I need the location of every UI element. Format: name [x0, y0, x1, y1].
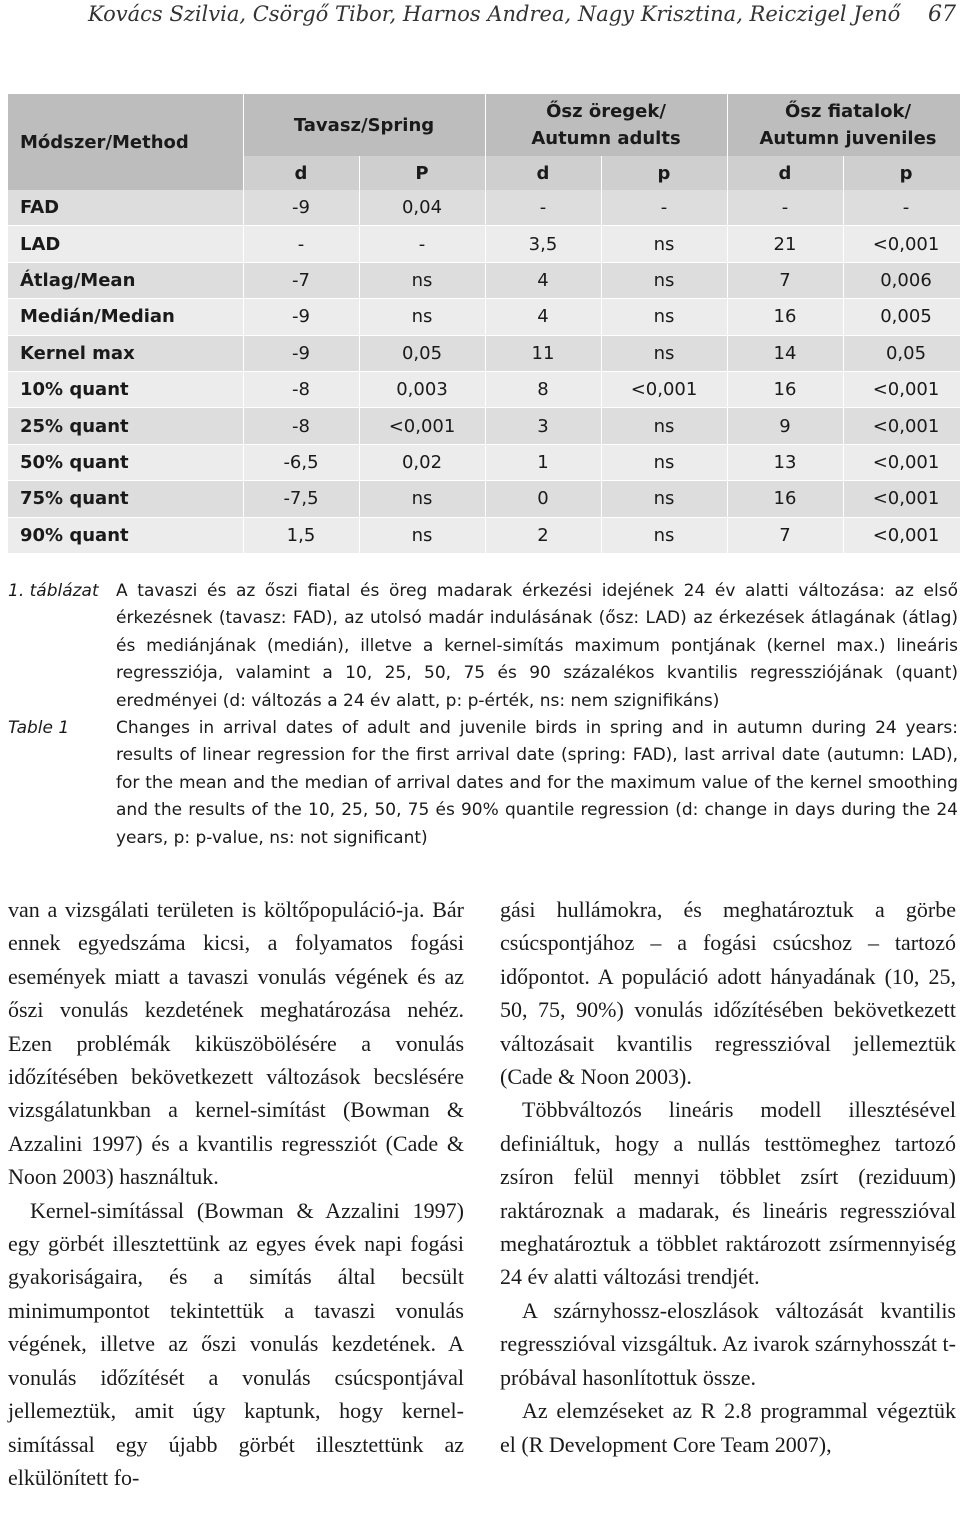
table-cell: 21: [727, 226, 843, 262]
table-row: [8, 335, 960, 371]
subheader-spring-p: P: [359, 156, 485, 190]
table-row: [8, 517, 960, 553]
table-cell: -: [727, 190, 843, 226]
table-cell: 3: [485, 408, 601, 444]
body-paragraph: A szárnyhossz-eloszlások változását kvantilis regresszióval vizsgáltuk. Az ivarok szárnyhosszát t-próbával hasonlítottuk össze.: [500, 1297, 956, 1390]
table-cell: -: [601, 190, 727, 226]
table-cell: -9: [243, 335, 359, 371]
table-cell: 7: [727, 517, 843, 553]
caption-en-label: Table 1: [8, 718, 70, 739]
table-cell: -8: [243, 371, 359, 407]
subheader-juveniles-d: d: [727, 156, 843, 190]
table-cell: -7: [243, 262, 359, 298]
table-cell: 0: [485, 481, 601, 517]
body-paragraph: Az elemzéseket az R 2.8 programmal végeztük el (R Development Core Team 2007),: [500, 1398, 956, 1457]
row-label: Kernel max: [8, 335, 243, 371]
table-cell: -9: [243, 299, 359, 335]
table-cell: ns: [601, 335, 727, 371]
table-cell: <0,001: [359, 408, 485, 444]
table-cell: 0,04: [359, 190, 485, 226]
subheader-adults-d: d: [485, 156, 601, 190]
body-paragraph: van a vizsgálati területen is költőpopuláció-ja. Bár ennek egyedszáma kicsi, a folyamatos fogási események miatt a tavaszi vonulás végének és az őszi vonulás kezdetének meghatározása nehéz. Ezen problémák kiküszöbölésére a vonulás időzítésében bekövetkezett változások becslésére vizsgálatunkban a kernel-simítást (Bowman & Azzalini 1997) és a kvantilis regressziót (Cade & Noon 2003) használtuk.: [8, 897, 464, 1190]
body-paragraph: Kernel-simítással (Bowman & Azzalini 1997) egy görbét illesztettünk az egyes évek napi fogási gyakoriságaira, és a simítás által becsült minimumpontot tekintettük a tavaszi vonulás végének, illetve az őszi vonulás kezdetének. A vonulás időzítését a vonulás csúcspontjával jellemeztük, amit úgy kaptunk, hogy kernel-simítással egy újabb görbét illesztettünk az elkülönített fo-: [8, 1197, 464, 1490]
table-caption: [8, 578, 958, 852]
table-cell: -7,5: [243, 481, 359, 517]
table-row: [8, 481, 960, 517]
table-row: [8, 262, 960, 298]
row-label: Medián/Median: [8, 299, 243, 335]
table-cell: 3,5: [485, 226, 601, 262]
table-cell: ns: [359, 299, 485, 335]
table-row: [8, 371, 960, 407]
table-cell: ns: [601, 299, 727, 335]
table-cell: <0,001: [843, 371, 960, 407]
table-cell: 16: [727, 481, 843, 517]
table-row: [8, 299, 960, 335]
table-cell: -: [485, 190, 601, 226]
table-cell: 7: [727, 262, 843, 298]
subheader-spring-d: d: [243, 156, 359, 190]
page-number: 67: [928, 2, 956, 27]
group-header-autumn-adults-text: Ősz öregek/ Autumn adults: [531, 101, 681, 149]
table-cell: 1,5: [243, 517, 359, 553]
caption-hu-label: 1. táblázat: [8, 581, 99, 601]
table-cell: ns: [601, 517, 727, 553]
group-header-autumn-juveniles-text: Ősz fiatalok/ Autumn juveniles: [759, 101, 937, 149]
table-cell: 1: [485, 444, 601, 480]
table-cell: ns: [601, 481, 727, 517]
results-table: [8, 94, 960, 554]
table-cell: 2: [485, 517, 601, 553]
table-cell: ns: [601, 262, 727, 298]
table-cell: 8: [485, 371, 601, 407]
table-cell: ns: [359, 517, 485, 553]
table-cell: 0,005: [843, 299, 960, 335]
table-cell: -: [359, 226, 485, 262]
table-cell: -: [243, 226, 359, 262]
table-cell: -9: [243, 190, 359, 226]
table-cell: 0,05: [359, 335, 485, 371]
running-head: [0, 0, 960, 40]
table-cell: 0,003: [359, 371, 485, 407]
body-paragraph: gási hullámokra, és meghatároztuk a görbe csúcspontjához – a fogási csúcshoz – tartozó időpontot. A populáció adott hányadának (10, 25, 50, 75, 90%) vonulás időzítésében bekövetkezett változásait kvantilis regresszióval jellemeztük (Cade & Noon 2003).: [500, 897, 956, 1090]
table-group-header-row: [8, 94, 960, 156]
group-header-autumn-juveniles: [727, 94, 960, 156]
table-row: [8, 408, 960, 444]
table-cell: 0,02: [359, 444, 485, 480]
body-column-right: [500, 893, 956, 1461]
table-cell: 16: [727, 299, 843, 335]
table-cell: <0,001: [843, 517, 960, 553]
table-row: [8, 444, 960, 480]
subheader-adults-p: p: [601, 156, 727, 190]
table-cell: 0,05: [843, 335, 960, 371]
caption-en-text: Changes in arrival dates of adult and juvenile birds in spring and in autumn during 24 years: results of linear regression for the first arrival date (spring: FAD), last arrival date (autumn: LAD), for the mean and the median of arrival dates and for the maximum value of the kernel smoothing and the results of the 10, 25, 50, 75 és 90% quantile regression (d: change in days during the 24 years, p: p-value, ns: not significant): [116, 718, 958, 848]
table-cell: <0,001: [843, 444, 960, 480]
table-cell: -8: [243, 408, 359, 444]
body-column-left: [8, 893, 464, 1494]
row-label: FAD: [8, 190, 243, 226]
table-cell: -: [843, 190, 960, 226]
row-label: 10% quant: [8, 371, 243, 407]
table-cell: ns: [601, 444, 727, 480]
running-head-authors: Kovács Szilvia, Csörgő Tibor, Harnos Andrea, Nagy Krisztina, Reiczigel Jenő: [88, 2, 901, 26]
caption-hungarian: [8, 578, 958, 715]
table-cell: <0,001: [843, 226, 960, 262]
table-row: [8, 226, 960, 262]
subheader-juveniles-p: p: [843, 156, 960, 190]
table-cell: ns: [359, 262, 485, 298]
group-header-autumn-adults: [485, 94, 727, 156]
table-cell: ns: [359, 481, 485, 517]
table-cell: 11: [485, 335, 601, 371]
table-cell: -6,5: [243, 444, 359, 480]
method-header: Módszer/Method: [8, 94, 243, 190]
table-cell: <0,001: [843, 481, 960, 517]
caption-hu-text: A tavaszi és az őszi fiatal és öreg madarak érkezési idejének 24 év alatti változása: az első érkezésnek (tavasz: FAD), az utolsó madár indulásának (ősz: LAD) az érkezések átlagának (átlag) és mediánjának (medián), illetve a kernel-simítás maximum pontjának (kernel max.) lineáris regressziója, valamint a 10, 25, 50, 75 és 90 százalékos kvantilis regressziójának (quant) eredményei (d: változás a 24 év alatt, p: p-érték, ns: nem szignifikáns): [116, 581, 958, 711]
table-cell: 4: [485, 262, 601, 298]
row-label: LAD: [8, 226, 243, 262]
table-cell: <0,001: [601, 371, 727, 407]
table-cell: 16: [727, 371, 843, 407]
row-label: Átlag/Mean: [8, 262, 243, 298]
table-body: [8, 190, 960, 553]
table-row: [8, 190, 960, 226]
table-cell: 9: [727, 408, 843, 444]
table-cell: ns: [601, 408, 727, 444]
row-label: 25% quant: [8, 408, 243, 444]
table-cell: 0,006: [843, 262, 960, 298]
row-label: 75% quant: [8, 481, 243, 517]
group-header-spring: Tavasz/Spring: [243, 94, 485, 156]
table-cell: 14: [727, 335, 843, 371]
row-label: 50% quant: [8, 444, 243, 480]
row-label: 90% quant: [8, 517, 243, 553]
caption-english: [8, 715, 958, 852]
table-cell: <0,001: [843, 408, 960, 444]
table-cell: 4: [485, 299, 601, 335]
table-cell: ns: [601, 226, 727, 262]
table-cell: 13: [727, 444, 843, 480]
body-paragraph: Többváltozós lineáris modell illesztésével definiáltuk, hogy a nullás testtömeghez tartozó zsíron felül mennyi többlet zsírt (reziduum) raktároznak a madarak, és lineáris regresszióval meghatároztuk a többlet raktározott zsírmennyiség 24 év alatti változási trendjét.: [500, 1097, 956, 1290]
